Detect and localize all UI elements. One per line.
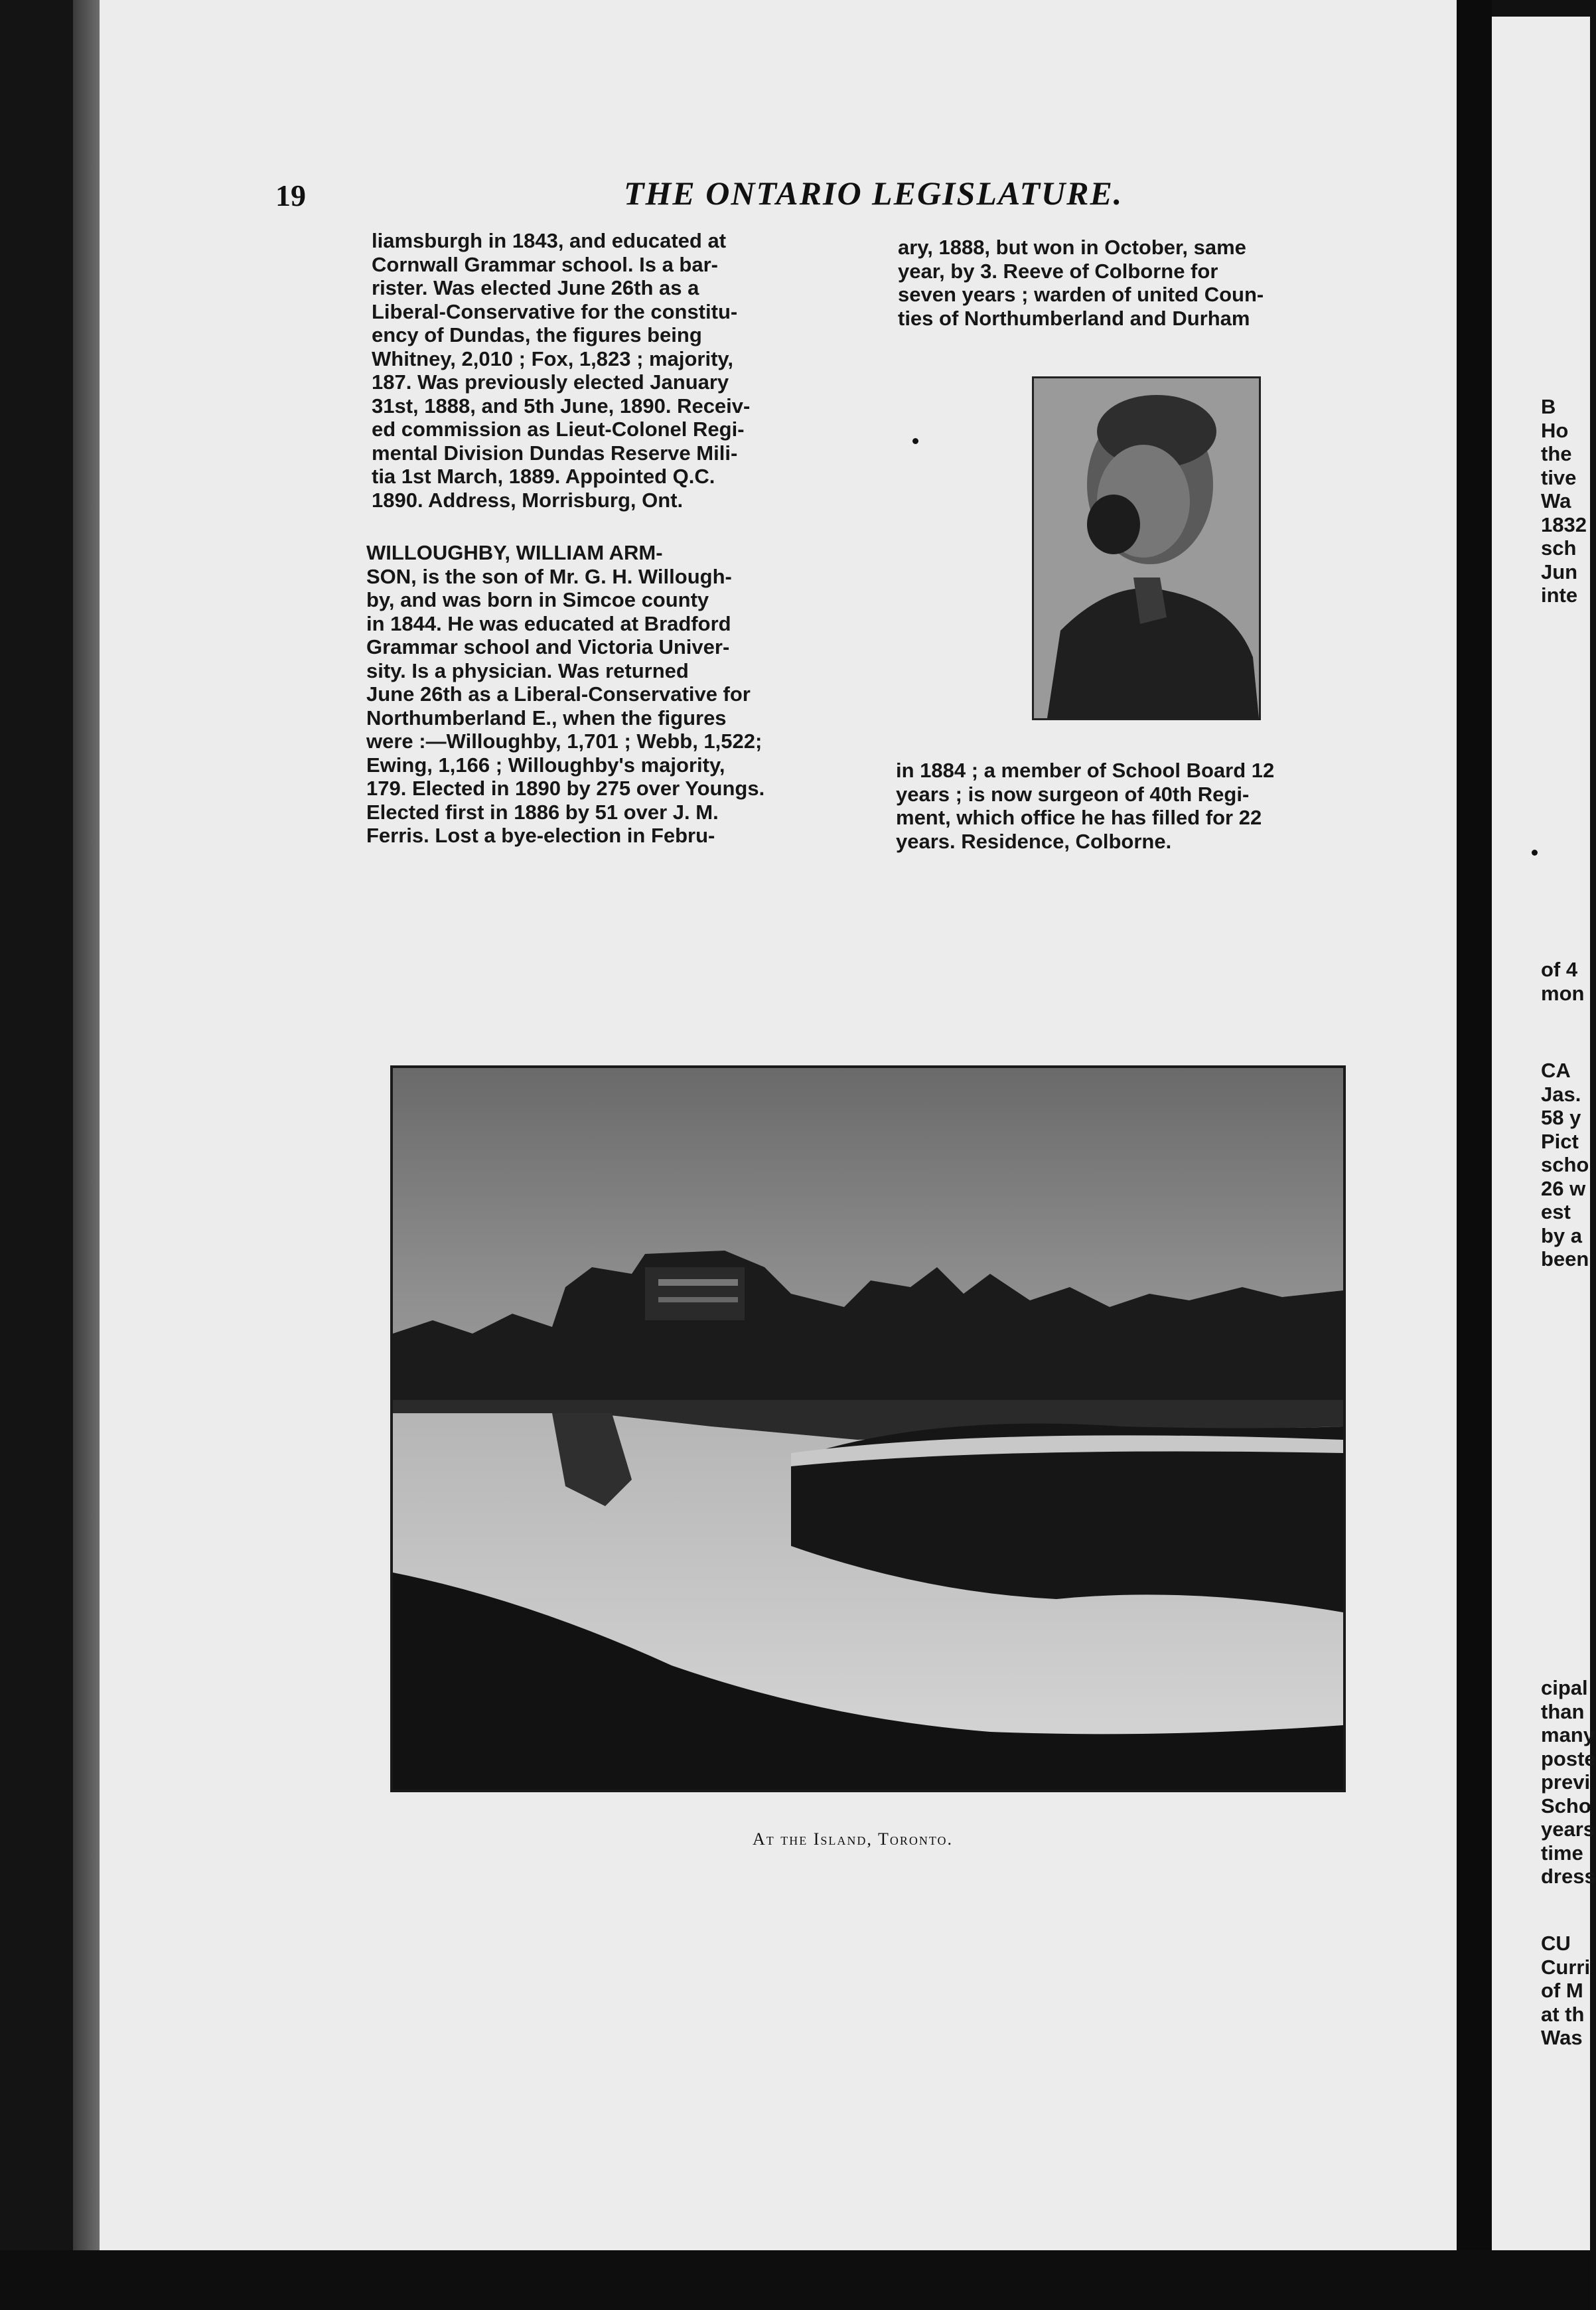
page-number: 19	[275, 179, 306, 212]
adjacent-page-text-5: CU Curri of M at th Was	[1541, 1932, 1591, 2049]
bottom-shadow	[0, 2250, 1590, 2310]
print-speck	[912, 438, 918, 444]
portrait-figure	[1034, 378, 1259, 718]
portrait-photo	[1032, 376, 1261, 720]
adjacent-page-text-1: B Ho the tive Wa 1832 sch Jun inte	[1541, 395, 1587, 607]
page-gutter	[1457, 0, 1492, 2310]
adjacent-page-text-4: cipal than many poste previ Scho years time dress	[1541, 1676, 1596, 1888]
willoughby-entry: WILLOUGHBY, WILLIAM ARM- SON, is the son of Mr. G. H. Willough- by, and was born in Simcoe county in 1844. He was educated at Bradford Grammar school and Victoria Univer- sity. Is a physician. Was returned June 26th as a Liberal-Conservative for Northumberland E., when the figures were :—Willoughby, 1,701 ; Webb, 1,522; Ewing, 1,166 ; Willoughby's majority, 179. Elected in 1890 by 275 over Youngs. Elected first in 1886 by 51 over J. M. Ferris. Lost a bye-election in Febru-	[366, 541, 765, 847]
island-landscape-image	[393, 1068, 1343, 1790]
book-spine-shadow	[0, 0, 73, 2310]
island-photograph	[390, 1065, 1346, 1792]
right-column-bottom: in 1884 ; a member of School Board 12 years ; is now surgeon of 40th Regi- ment, which office he has filled for 22 years. Residence, Colborne.	[896, 759, 1275, 853]
left-column-continuation: liamsburgh in 1843, and educated at Cornwall Grammar school. Is a bar- rister. Was elected June 26th as a Liberal-Conservative for the constitu- ency of Dundas, the figures being Whitney, 2,010 ; Fox, 1,823 ; majority, 187. Was previously elected January 31st, 1888, and 5th June, 1890. Receiv- ed commission as Lieut-Colonel Regi- mental Division Dundas Reserve Mili- tia 1st March, 1889. Appointed Q.C. 1890. Address, Morrisburg, Ont.	[372, 229, 751, 512]
adjacent-page-text-3: CA Jas. 58 y Pict scho 26 w est by a been	[1541, 1059, 1589, 1270]
figure-caption: At the Island, Toronto.	[753, 1829, 954, 1849]
adjacent-page-text-2: of 4 mon	[1541, 958, 1585, 1005]
running-head: THE ONTARIO LEGISLATURE.	[624, 175, 1124, 212]
right-column-top: ary, 1888, but won in October, same year, by 3. Reeve of Colborne for seven years ; warden of united Coun- ties of Northumberland and Durham	[898, 236, 1264, 330]
print-speck	[1532, 850, 1538, 856]
